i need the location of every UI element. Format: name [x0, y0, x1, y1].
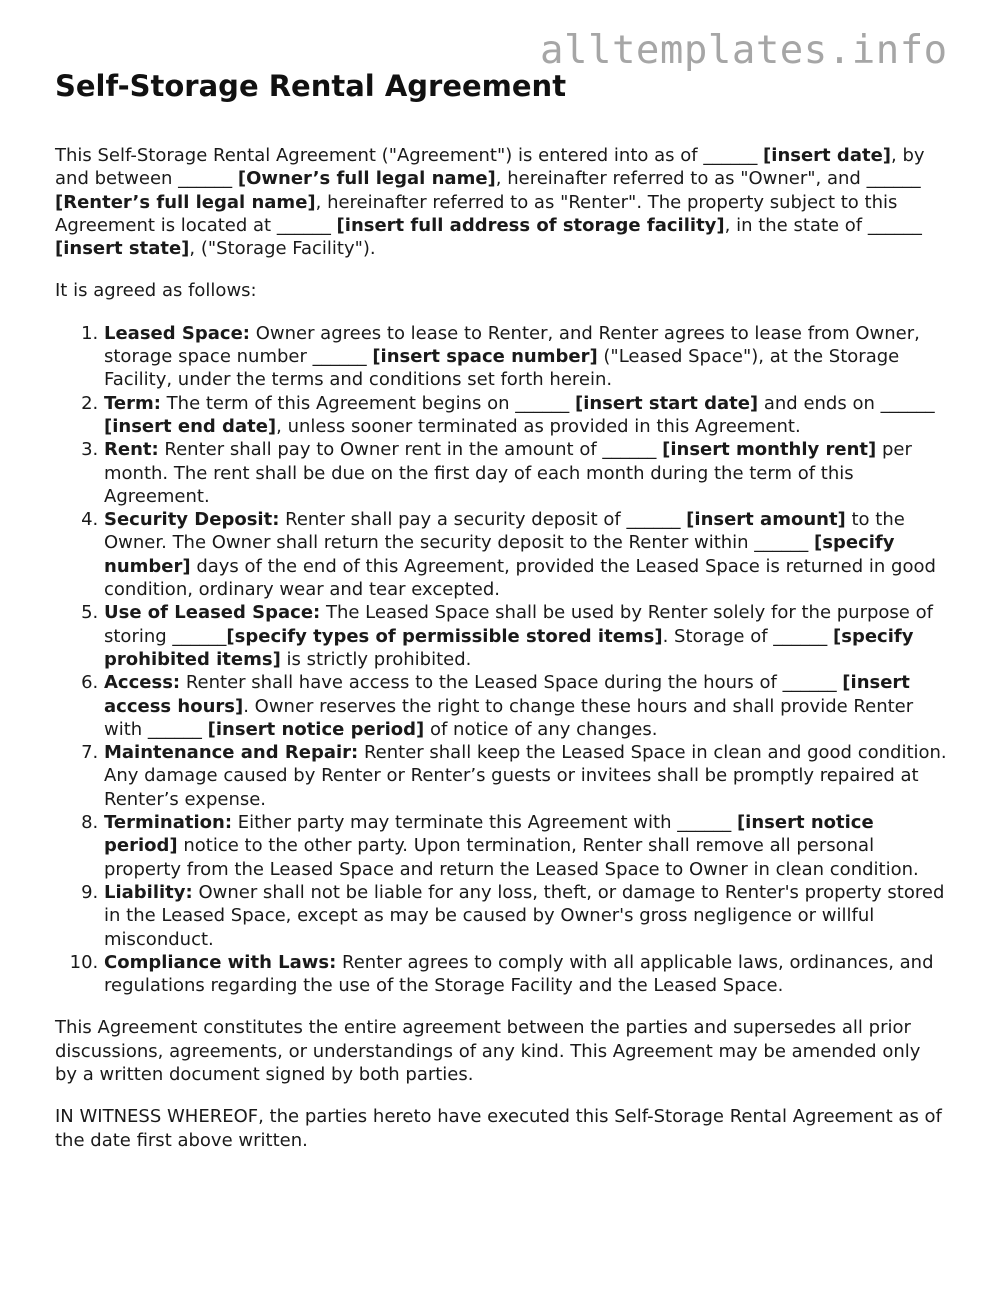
clause-text: Owner shall not be liable for any loss, theft, or damage to Renter's property stored in the Leased Space, except as may be caused by Owner's gross negligence or willful misconduct.	[104, 881, 945, 950]
clause-text: Renter shall pay a security deposit of ______	[279, 509, 687, 531]
clause-heading: Compliance with Laws:	[104, 951, 337, 973]
clause-text: Renter agrees to comply with all applicable laws, ordinances, and regulations regarding the use of the Storage Facility and the Leased Space.	[104, 951, 934, 997]
clause-text: to the Owner. The Owner shall return the security deposit to the Renter within ______	[104, 509, 905, 554]
agreed-statement: It is agreed as follows:	[55, 280, 257, 302]
clause-liability	[104, 881, 947, 951]
clause-text: The Leased Space shall be used by Renter solely for the purpose of storing ______	[104, 602, 933, 647]
clause-maintenance	[104, 741, 947, 811]
clause-text: days of the end of this Agreement, provided the Leased Space is returned in good condition, ordinary wear and tear excepted.	[104, 555, 936, 601]
intro-paragraph	[55, 144, 947, 260]
clause-text: is strictly prohibited.	[280, 648, 472, 670]
clause-heading: Access:	[104, 672, 181, 694]
clause-use-of-space	[104, 601, 947, 671]
document-title: Self-Storage Rental Agreement	[55, 69, 567, 103]
clause-text: Renter shall have access to the Leased Space during the hours of ______	[180, 672, 843, 694]
clause-term	[104, 392, 947, 439]
clause-text: notice to the other party. Upon termination, Renter shall remove all personal property from the Leased Space and return the Leased Space to Owner in clean condition.	[104, 835, 919, 880]
placeholder-space-number: [insert space number]	[372, 346, 598, 368]
clause-heading: Maintenance and Repair:	[104, 742, 359, 764]
clause-heading: Termination:	[104, 812, 233, 834]
clause-text: . Owner reserves the right to change these hours and shall provide Renter with ______	[104, 695, 914, 740]
clause-text: Either party may terminate this Agreement with ______	[232, 812, 737, 834]
intro-text: , hereinafter referred to as "Owner", and ______	[495, 168, 921, 190]
watermark: alltemplates.info	[540, 28, 948, 73]
placeholder-end-date: [insert end date]	[104, 415, 277, 437]
clause-text: Renter shall keep the Leased Space in clean and good condition. Any damage caused by Renter or Renter’s guests or invitees shall be promptly repaired at Renter’s expense.	[104, 742, 947, 810]
placeholder-prohibited-items: [specify prohibited items]	[104, 625, 914, 670]
intro-text: , in the state of ______	[724, 214, 922, 236]
clause-heading: Liability:	[104, 881, 193, 903]
placeholder-date: [insert date]	[763, 145, 891, 166]
clause-text: Owner agrees to lease to Renter, and Renter agrees to lease from Owner, storage space number ______	[104, 322, 920, 368]
clause-text: ("Leased Space"), at the Storage Facility, under the terms and conditions set forth herein.	[104, 346, 900, 391]
witness-paragraph: IN WITNESS WHEREOF, the parties hereto have executed this Self-Storage Rental Agreement as of the date first above written.	[55, 1106, 942, 1151]
intro-text: , by and between ______	[55, 145, 925, 190]
placeholder-access-hours: [insert access hours]	[104, 672, 910, 717]
clause-text: The term of this Agreement begins on ______	[160, 392, 575, 414]
clause-heading: Use of Leased Space:	[104, 602, 321, 624]
document-page	[55, 66, 947, 1152]
placeholder-notice-period: [insert notice period]	[104, 812, 874, 857]
clause-security-deposit	[104, 508, 947, 601]
clause-heading: Term:	[104, 392, 161, 414]
clause-rent	[104, 438, 947, 508]
placeholder-amount: [insert amount]	[686, 509, 846, 531]
intro-text: , hereinafter referred to as "Renter". The property subject to this Agreement is located at ______	[55, 191, 898, 236]
clause-text: . Storage of ______	[662, 625, 833, 647]
placeholder-start-date: [insert start date]	[574, 392, 759, 414]
placeholder-owner-name: [Owner’s full legal name]	[237, 168, 496, 190]
clause-text: Renter shall pay to Owner rent in the amount of ______	[158, 439, 663, 461]
clause-termination	[104, 811, 947, 881]
placeholder-notice-period: [insert notice period]	[207, 718, 425, 740]
clause-text: and ends on ______	[758, 392, 935, 414]
clause-text: per month. The rent shall be due on the first day of each month during the term of this Agreement.	[104, 439, 912, 507]
clause-compliance	[104, 951, 947, 998]
clause-text: of notice of any changes.	[424, 718, 658, 740]
clause-access	[104, 671, 947, 741]
clause-heading: Security Deposit:	[104, 509, 280, 531]
placeholder-state: [insert state]	[55, 238, 190, 260]
clause-heading: Leased Space:	[104, 322, 250, 344]
placeholder-permissible-items: [specify types of permissible stored items]	[226, 625, 663, 647]
clause-list	[55, 322, 947, 998]
intro-text: , ("Storage Facility").	[189, 238, 376, 260]
entire-agreement-paragraph: This Agreement constitutes the entire agreement between the parties and supersedes all prior discussions, agreements, or understandings of any kind. This Agreement may be amended only by a written document signed by both parties.	[55, 1017, 921, 1085]
clause-text: , unless sooner terminated as provided in this Agreement.	[276, 415, 801, 437]
placeholder-monthly-rent: [insert monthly rent]	[662, 439, 877, 461]
clause-leased-space	[104, 322, 947, 392]
placeholder-renter-name: [Renter’s full legal name]	[55, 191, 316, 213]
placeholder-number: [specify number]	[104, 532, 895, 577]
placeholder-facility-address: [insert full address of storage facility]	[336, 214, 725, 236]
intro-text: This Self-Storage Rental Agreement ("Agreement") is entered into as of ______	[55, 145, 764, 166]
clause-heading: Rent:	[104, 439, 159, 461]
